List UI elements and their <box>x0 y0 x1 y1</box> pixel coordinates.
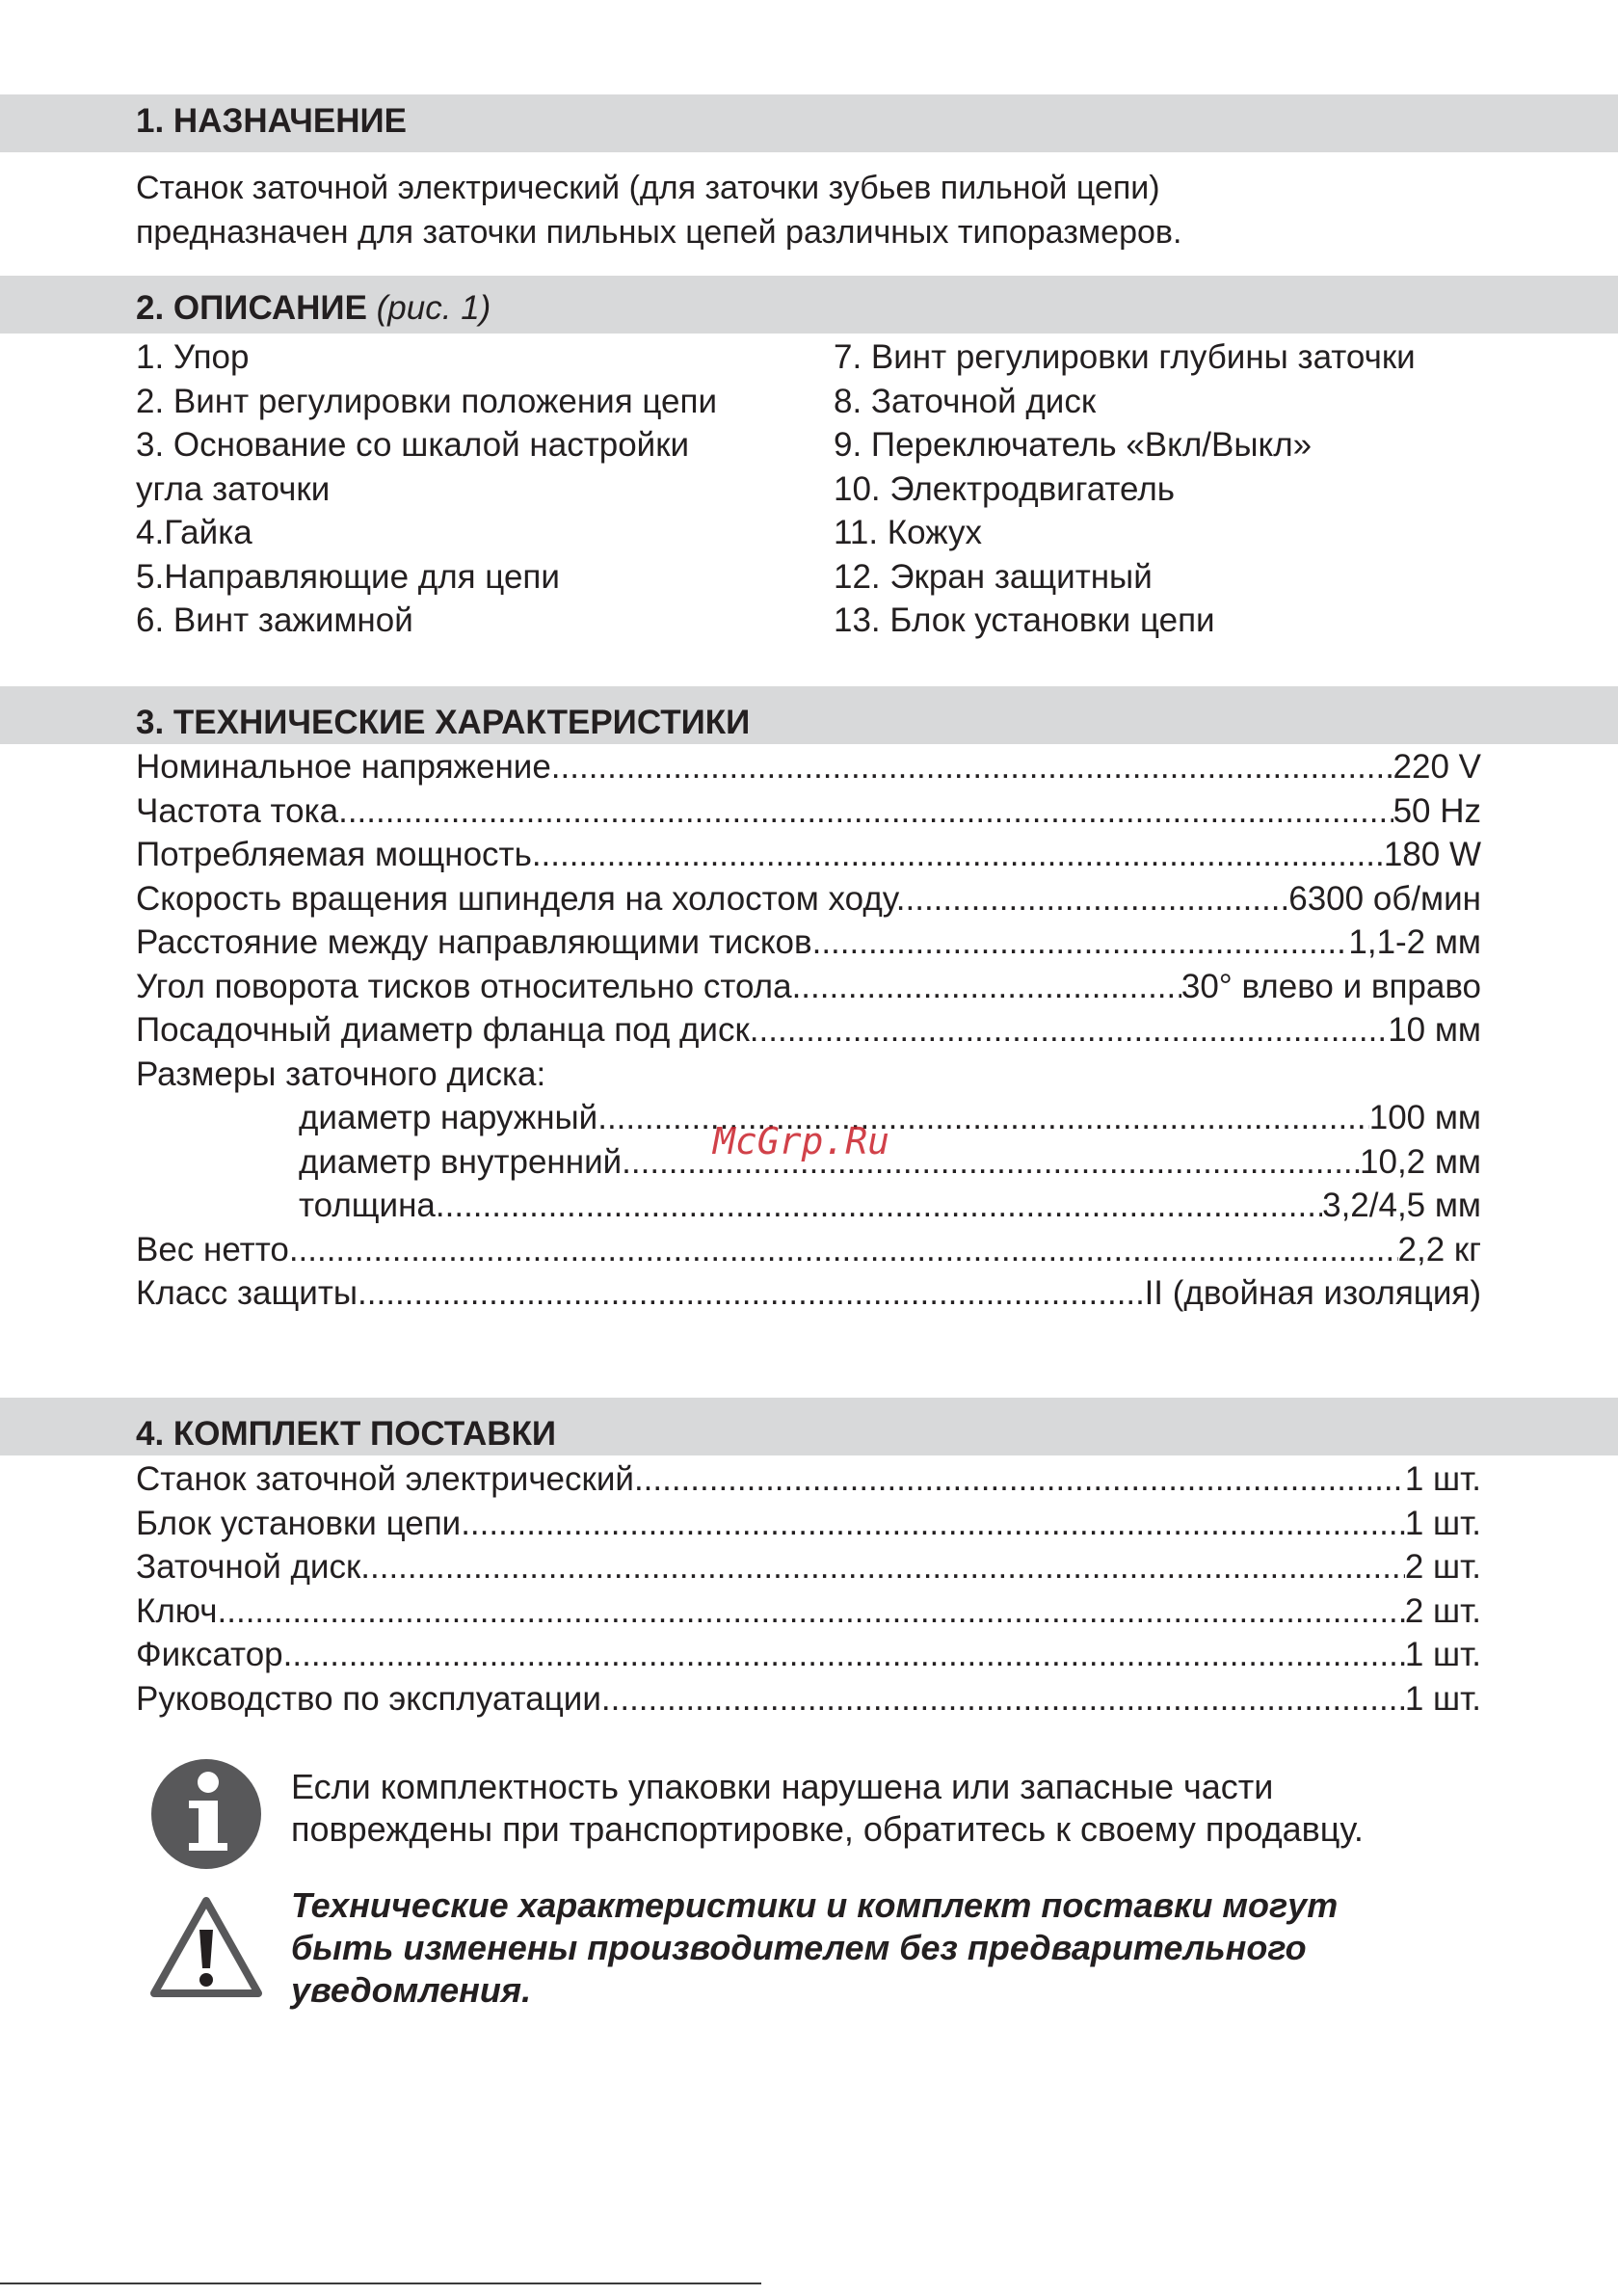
spec-row <box>136 1008 1481 1053</box>
warning-note-line: уведомления. <box>291 1970 532 2010</box>
info-note-text <box>291 1766 1364 1851</box>
package-label: Фиксатор <box>136 1636 283 1673</box>
package-label: Руководство по эксплуатации <box>136 1679 601 1718</box>
description-item: 7. Винт регулировки глубины заточки <box>834 338 1416 376</box>
spec-label: Расстояние между направляющими тисков <box>136 923 812 961</box>
leader-dots <box>601 1677 1405 1722</box>
spec-label: Вес нетто <box>136 1230 289 1268</box>
package-row <box>136 1633 1481 1677</box>
spec-value: 100 мм <box>1368 1099 1481 1136</box>
leader-dots <box>218 1589 1405 1634</box>
leader-dots <box>750 1008 1388 1053</box>
description-item: 10. Электродвигатель <box>834 469 1176 508</box>
leader-dots <box>461 1502 1405 1546</box>
leader-dots <box>634 1457 1405 1502</box>
spec-label: диаметр внутренний <box>299 1142 623 1181</box>
package-label: Блок установки цепи <box>136 1504 462 1542</box>
footer-rule <box>0 2283 761 2284</box>
spec-row <box>136 965 1481 1009</box>
description-list-left <box>136 335 717 643</box>
spec-row <box>136 1053 1481 1097</box>
warning-note-line: быть изменены производителем без предварительного <box>291 1928 1307 1967</box>
info-icon <box>150 1758 262 1870</box>
package-qty: 1 шт. <box>1404 1460 1481 1498</box>
description-item: 11. Кожух <box>834 514 983 551</box>
package-row <box>136 1457 1481 1502</box>
leader-dots <box>532 833 1384 877</box>
section-2-subtitle: (рис. 1) <box>376 289 491 327</box>
package-row <box>136 1677 1481 1722</box>
spec-value: II (двойная изоляция) <box>1144 1274 1481 1312</box>
section-3-header <box>0 686 1618 744</box>
spec-value: 10,2 мм <box>1360 1142 1481 1181</box>
description-item: 5.Направляющие для цепи <box>136 557 560 596</box>
section-1-line: предназначен для заточки пильных цепей различных типоразмеров. <box>136 214 1182 251</box>
leader-dots <box>812 921 1349 965</box>
spec-row <box>136 745 1481 789</box>
spec-value: 180 W <box>1383 836 1481 873</box>
specs-list <box>136 745 1481 1316</box>
spec-value: 50 Hz <box>1393 791 1481 830</box>
spec-label: диаметр наружный <box>299 1099 598 1136</box>
description-item: 3. Основание со шкалой настройки <box>136 426 690 464</box>
description-item: 4.Гайка <box>136 514 252 551</box>
warning-icon <box>148 1895 264 2001</box>
leader-dots <box>906 877 1289 921</box>
spec-value: 1,1-2 мм <box>1348 923 1481 961</box>
package-qty: 2 шт. <box>1404 1591 1481 1630</box>
description-item: 9. Переключатель «Вкл/Выкл» <box>834 426 1313 464</box>
leader-dots <box>551 745 1393 789</box>
package-qty: 1 шт. <box>1404 1636 1481 1673</box>
section-4-title: 4. КОМПЛЕКТ ПОСТАВКИ <box>136 1415 557 1453</box>
package-row <box>136 1502 1481 1546</box>
package-qty: 1 шт. <box>1404 1504 1481 1542</box>
section-4-header <box>0 1398 1618 1455</box>
spec-value: 6300 об/мин <box>1288 879 1481 918</box>
description-item: 6. Винт зажимной <box>136 601 413 639</box>
spec-row <box>136 1271 1481 1316</box>
package-list <box>136 1457 1481 1721</box>
description-item: 2. Винт регулировки положения цепи <box>136 382 717 420</box>
section-2-title <box>136 289 491 328</box>
warning-note-text <box>291 1884 1338 2012</box>
section-2-title-text: 2. ОПИСАНИЕ <box>136 289 367 327</box>
spec-row <box>136 1184 1481 1228</box>
description-item: 12. Экран защитный <box>834 557 1153 596</box>
spec-label: Номинальное напряжение <box>136 748 551 786</box>
spec-value: 30° влево и вправо <box>1180 967 1481 1005</box>
spec-label: Угол поворота тисков относительно стола <box>136 967 792 1005</box>
spec-label: толщина <box>299 1187 436 1224</box>
spec-value: 10 мм <box>1388 1011 1481 1049</box>
leader-dots <box>338 789 1393 834</box>
spec-label: Частота тока <box>136 791 339 830</box>
spec-label: Размеры заточного диска: <box>136 1055 546 1093</box>
description-item: 13. Блок установки цепи <box>834 601 1215 639</box>
spec-value: 3,2/4,5 мм <box>1322 1187 1481 1224</box>
leader-dots <box>436 1184 1322 1228</box>
section-3-title: 3. ТЕХНИЧЕСКИЕ ХАРАКТЕРИСТИКИ <box>136 704 751 741</box>
package-qty: 2 шт. <box>1404 1548 1481 1586</box>
spec-value: 2,2 кг <box>1397 1230 1481 1268</box>
leader-dots <box>358 1271 1145 1316</box>
spec-row <box>136 1228 1481 1272</box>
spec-label: Посадочный диаметр фланца под диск <box>136 1011 750 1049</box>
spec-label: Потребляемая мощность <box>136 836 532 873</box>
package-label: Станок заточной электрический <box>136 1460 634 1498</box>
leader-dots <box>289 1228 1398 1272</box>
description-item: угла заточки <box>136 469 331 508</box>
warning-note-line: Технические характеристики и комплект поставки могут <box>291 1885 1339 1925</box>
spec-row <box>136 877 1481 921</box>
package-label: Ключ <box>136 1591 218 1630</box>
description-item: 8. Заточной диск <box>834 382 1097 420</box>
spec-row <box>136 833 1481 877</box>
leader-dots <box>283 1633 1405 1677</box>
section-1-text <box>136 166 1181 254</box>
section-1-line: Станок заточной электрический (для заточки зубьев пильной цепи) <box>136 170 1160 206</box>
spec-label: Класс защиты <box>136 1274 358 1312</box>
leader-dots <box>360 1545 1405 1589</box>
section-1-header <box>0 94 1618 152</box>
description-list-right <box>834 335 1416 643</box>
package-row <box>136 1545 1481 1589</box>
leader-dots <box>792 965 1181 1009</box>
info-note-line: повреждены при транспортировке, обратитесь к своему продавцу. <box>291 1809 1364 1849</box>
package-row <box>136 1589 1481 1634</box>
spec-row <box>136 921 1481 965</box>
package-qty: 1 шт. <box>1404 1679 1481 1718</box>
section-1-title: 1. НАЗНАЧЕНИЕ <box>136 102 407 140</box>
section-2-header <box>0 276 1618 334</box>
spec-row <box>136 789 1481 834</box>
info-note-line: Если комплектность упаковки нарушена или запасные части <box>291 1767 1274 1806</box>
spec-label: Скорость вращения шпинделя на холостом ходу. <box>136 879 906 918</box>
description-item: 1. Упор <box>136 338 250 376</box>
package-label: Заточной диск <box>136 1548 361 1586</box>
watermark: McGrp.Ru <box>713 1120 890 1162</box>
spec-value: 220 V <box>1393 748 1481 786</box>
